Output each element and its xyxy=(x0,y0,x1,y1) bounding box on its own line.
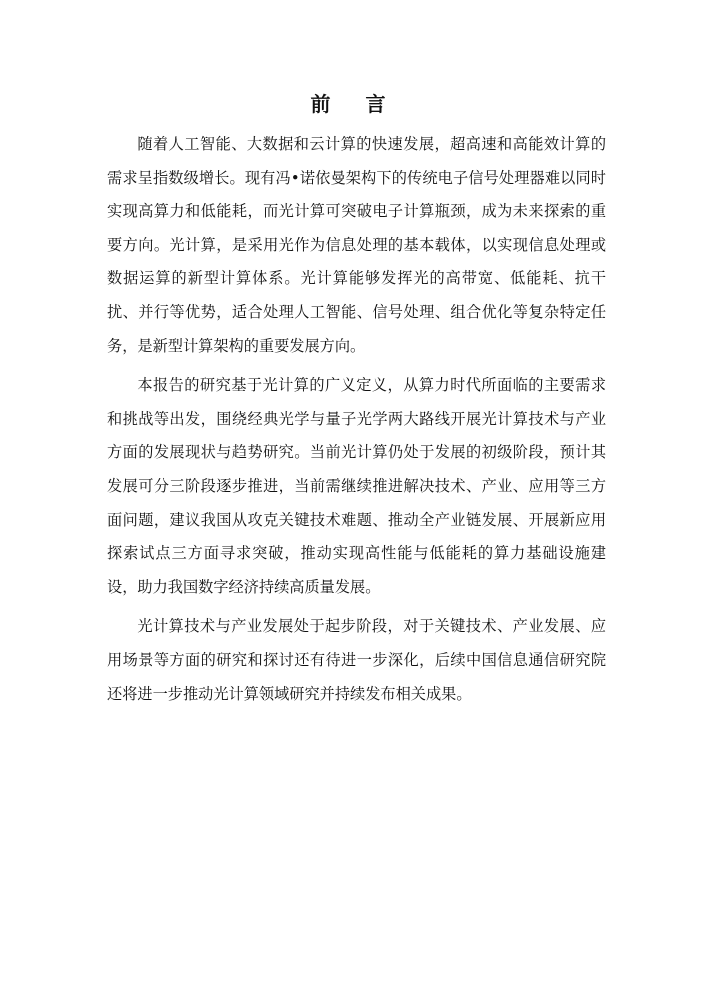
paragraph-1: 随着人工智能、大数据和云计算的快速发展，超高速和高能效计算的需求呈指数级增长。现有冯•诺依曼架构下的传统电子信号处理器难以同时实现高算力和低能耗，而光计算可突破电子计算瓶颈，成为未来探索的重要方向。光计算，是采用光作为信息处理的基本载体，以实现信息处理或数据运算的新型计算体系。光计算能够发挥光的高带宽、低能耗、抗干扰、并行等优势，适合处理人工智能、信号处理、组合优化等复杂特定任务，是新型计算架构的重要发展方向。 xyxy=(107,135,606,355)
paragraph-2: 本报告的研究基于光计算的广义定义，从算力时代所面临的主要需求和挑战等出发，围绕经典光学与量子光学两大路线开展光计算技术与产业方面的发展现状与趋势研究。当前光计算仍处于发展的初级阶段，预计其发展可分三阶段逐步推进，当前需继续推进解决技术、产业、应用等三方面问题，建议我国从攻克关键技术难题、推动全产业链发展、开展新应用探索试点三方面寻求突破，推动实现高性能与低能耗的算力基础设施建设，助力我国数字经济持续高质量发展。 xyxy=(107,376,606,596)
paragraph-3: 光计算技术与产业发展处于起步阶段，对于关键技术、产业发展、应用场景等方面的研究和探讨还有待进一步深化，后续中国信息通信研究院还将进一步推动光计算领域研究并持续发布相关成果。 xyxy=(107,617,606,703)
page-title: 前 言 xyxy=(310,92,400,116)
body-text xyxy=(107,128,606,717)
